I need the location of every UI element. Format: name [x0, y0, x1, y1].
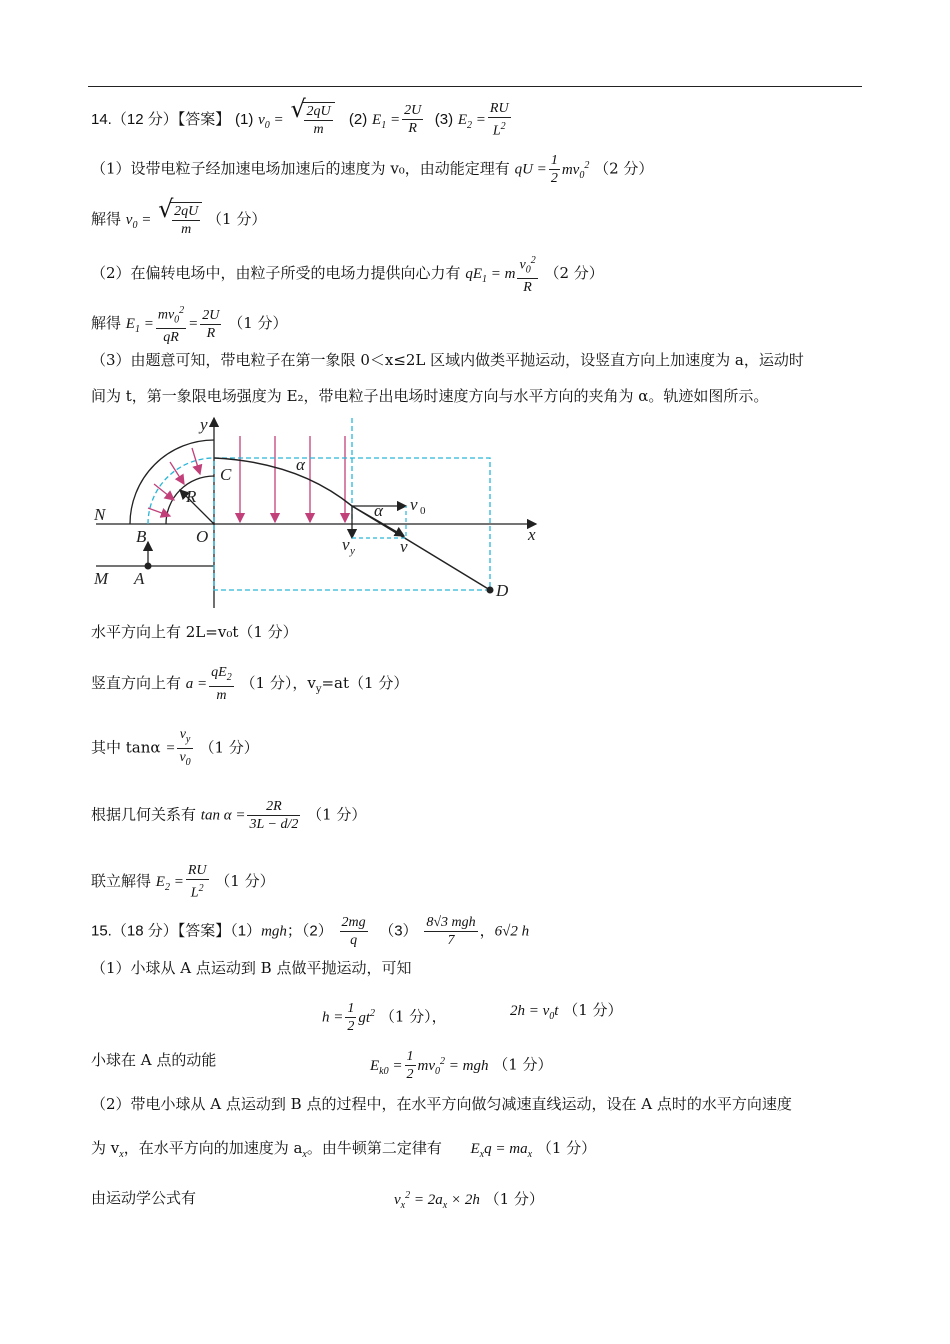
q14-geometry: 根据几何关系有 tan α = $\frac{2R}{3L - d/2}$ （1 分） [91, 799, 367, 832]
q15-part2-line1: （2）带电小球从 A 点运动到 B 点的过程中，在水平方向做匀减速直线运动，设在 A 点时的水平方向速度 [91, 1095, 792, 1113]
q15-ke-label: 小球在 A 点的动能 [91, 1051, 217, 1069]
q14-part1: （1）设带电粒子经加速电场加速后的速度为 v₀，由动能定理有 qU = $\frac{1}{2}$ $mv_0^2$ （2 分） [91, 153, 654, 186]
label-d: D [496, 581, 509, 600]
label-n: N [94, 505, 106, 524]
q15-answer-line: 15.（18 分）【答案】（1）mgh；（2） $\frac{2mg}{q}$ （3） $\frac{\text{8√3 mgh}}{7}$ ，6√2 h [91, 915, 530, 948]
q14-final: 联立解得 $E_2$ = $\frac{RU}{L^2}$ （1 分） [91, 863, 275, 901]
label-v: v [400, 537, 408, 556]
label-a: A [134, 569, 145, 588]
point-d [487, 587, 494, 594]
label-c: C [220, 465, 232, 484]
q14-part3-line1: （3）由题意可知，带电粒子在第一象限 0＜x≤2L 区域内做类平抛运动，设竖直方向上加速度为 a，运动时 [91, 351, 804, 369]
label-m: M [94, 569, 109, 588]
label-vy-sub: y [350, 545, 355, 557]
label-v0: v [410, 495, 418, 514]
q14-solve1: 解得 $v_0$ = √ $\frac{2qU}{m}$ （1 分） [91, 202, 266, 238]
q15-eq1: h = $\frac{1}{2}$ $gt^2$ （1 分）， [322, 1001, 447, 1034]
q14-solve2: 解得 $E_1$ = $\frac{mv_0^2}{qR}$ = $\frac{2U}{R}$ （1 分） [91, 302, 288, 346]
label-r: R [186, 487, 197, 506]
label-v0-sub: 0 [420, 505, 426, 517]
label-o: O [196, 527, 209, 546]
label-vy: v [342, 535, 350, 554]
q15-kin-eq: $v_x^2 = 2a_x \times 2h$ （1 分） [394, 1190, 544, 1211]
q14-part2: （2）在偏转电场中，由粒子所受的电场力提供向心力有 $qE_1 = m$ $\frac{v_0^2}{R}$ （2 分） [91, 252, 604, 296]
q15-kin-label: 由运动学公式有 [91, 1189, 197, 1207]
label-b: B [136, 527, 147, 546]
downward-field-arrows [240, 436, 345, 522]
trajectory-diagram [88, 412, 558, 612]
q15-eq2: $2h = v_0t$ （1 分） [510, 1001, 623, 1022]
q15-ke-eq: $E_{k0}$ = $\frac{1}{2}$ $mv_0^2$ = mgh （1 分） [370, 1049, 553, 1082]
q14-answer-line: 14.（12 分）【答案】 (1) $v_0$ = √ $\frac{2qU}{m}$ (2) $E_1$ = $\frac{2U}{R}$ (3) $E_2$ = $\frac{RU}{L^2}$ [91, 100, 513, 140]
label-x: x [528, 525, 536, 544]
label-alpha-top: α [296, 455, 305, 474]
q14-tan: 其中 tanα = $\frac{v_y}{v_0}$ （1 分） [91, 727, 259, 768]
q14-part3-line2: 间为 t，第一象限电场强度为 E₂，带电粒子出电场时速度方向与水平方向的夹角为 α。轨迹如图所示。 [91, 387, 769, 405]
label-y: y [200, 415, 208, 434]
label-alpha: α [374, 501, 383, 520]
q15-part1: （1）小球从 A 点运动到 B 点做平抛运动，可知 [91, 959, 412, 977]
q14-horizontal: 水平方向上有 2L=v₀t（1 分） [91, 623, 298, 641]
q15-part2-line2: 为 $v_x$，在水平方向的加速度为 $a_x$。由牛顿第二定律有 $E_xq = ma_x$ （1 分） [91, 1139, 597, 1160]
q14-vertical: 竖直方向上有 a = $\frac{qE_2}{m}$ （1 分），$v_y=at(1$ 分） [91, 665, 409, 703]
point-a [145, 563, 152, 570]
top-rule [88, 86, 862, 87]
trajectory-curve [214, 458, 352, 506]
